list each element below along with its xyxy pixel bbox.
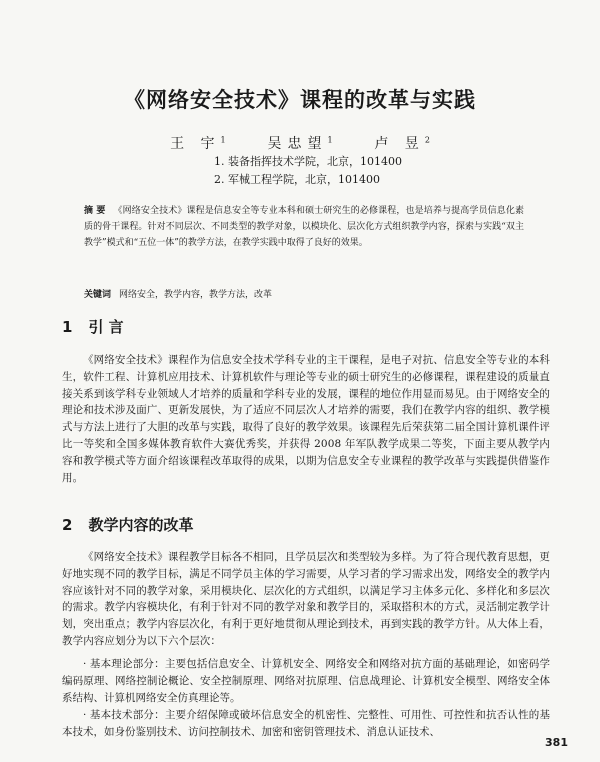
page-number: 381: [545, 736, 568, 749]
section-number: 2: [62, 516, 73, 534]
paper-title: 《网络安全技术》课程的改革与实践: [124, 88, 476, 112]
bullet-paragraph: · 基本理论部分：主要包括信息安全、计算机安全、网络安全和网络对抗方面的基础理论，如密码学编码原理、网络控制论概论、安全控制原理、网络对抗原理、信息战理论、计算机安全模型、网络安全体系结构、计算机网络安全仿真理论等。: [62, 658, 550, 704]
body-paragraph: 《网络安全技术》课程作为信息安全技术学科专业的主干课程，是电子对抗、信息安全等专业的本科生，软件工程、计算机应用技术、计算机软件与理论等专业的硕士研究生的必修课程，课程建设的质量直接关系到该学科专业领域人才培养的质量和学科专业的发展，课程的地位作用显而易见。由于网络安全的理论和技术涉及面广、更新发展快，为了适应不同层次人才培养的需要，我们在教学内容的组织、教学模式与方法上进行了大胆的改革与实践，取得了良好的教学效果。该课程先后荣获第二届全国计算机课件评比一等奖和全国多媒体教育软件大赛优秀奖，并获得 2008 年军队教学成果二等奖，下面主要从教学内容和教学模式等方面介绍该课程改革取得的成果，以期为信息安全专业课程的教学改革与实践提供借鉴作用。: [62, 354, 550, 484]
abstract-label: 摘 要: [84, 206, 106, 216]
abstract-text: 《网络安全技术》课程是信息安全等专业本科和硕士研究生的必修课程，也是培养与提高学员信息化素质的骨干课程。针对不同层次、不同类型的教学对象，以模块化、层次化方式组织教学内容，探索与实践“双主教学”模式和“五位一体”的教学方法，在教学实践中取得了良好的效果。: [84, 206, 524, 248]
bullet-paragraph: · 基本技术部分：主要介绍保障或破坏信息安全的机密性、完整性、可用性、可控性和抗否认性的基本技术，如身份鉴别技术、访问控制技术、加密和密钥管理技术、消息认证技术、: [62, 709, 550, 738]
author-affiliation-mark: 1: [327, 135, 333, 145]
affiliation-line: 2. 军械工程学院，北京，101400: [214, 173, 380, 186]
keywords-text: 网络安全，教学内容，教学方法，改革: [119, 290, 273, 300]
section-title: 教学内容的改革: [88, 516, 194, 534]
section-title: 引 言: [88, 318, 124, 336]
abstract: [84, 203, 524, 251]
section-number: 1: [62, 318, 73, 336]
section-heading: [62, 514, 193, 535]
author-name: 卢 昱: [374, 136, 425, 152]
keywords: [84, 287, 272, 300]
section-heading: [62, 316, 124, 337]
author-name: 王 宇: [170, 136, 221, 152]
author-name: 吴忠望: [267, 136, 328, 152]
author-affiliation-mark: 1: [220, 135, 226, 145]
keywords-label: 关键词: [84, 290, 112, 300]
affiliation-line: 1. 装备指挥技术学院，北京，101400: [214, 155, 402, 168]
author-line: [0, 133, 600, 153]
body-paragraph: 《网络安全技术》课程教学目标各不相同，且学员层次和类型较为多样。为了符合现代教育思想，更好地实现不同的教学目标，满足不同学员主体的学习需要，从学习者的学习需求出发，网络安全的教学内容应该针对不同的教学对象，采用模块化、层次化的方式组织，以满足学习主体多元化、多样化和多层次的需求。教学内容模块化，有利于针对不同的教学对象和教学目的，采取搭积木的方式，灵活制定教学计划，突出重点；教学内容层次化，有利于更好地贯彻从理论到技术，再到实践的教学方针。从大体上看，教学内容应划分为以下六个层次：: [62, 551, 550, 647]
author-affiliation-mark: 2: [424, 135, 430, 145]
